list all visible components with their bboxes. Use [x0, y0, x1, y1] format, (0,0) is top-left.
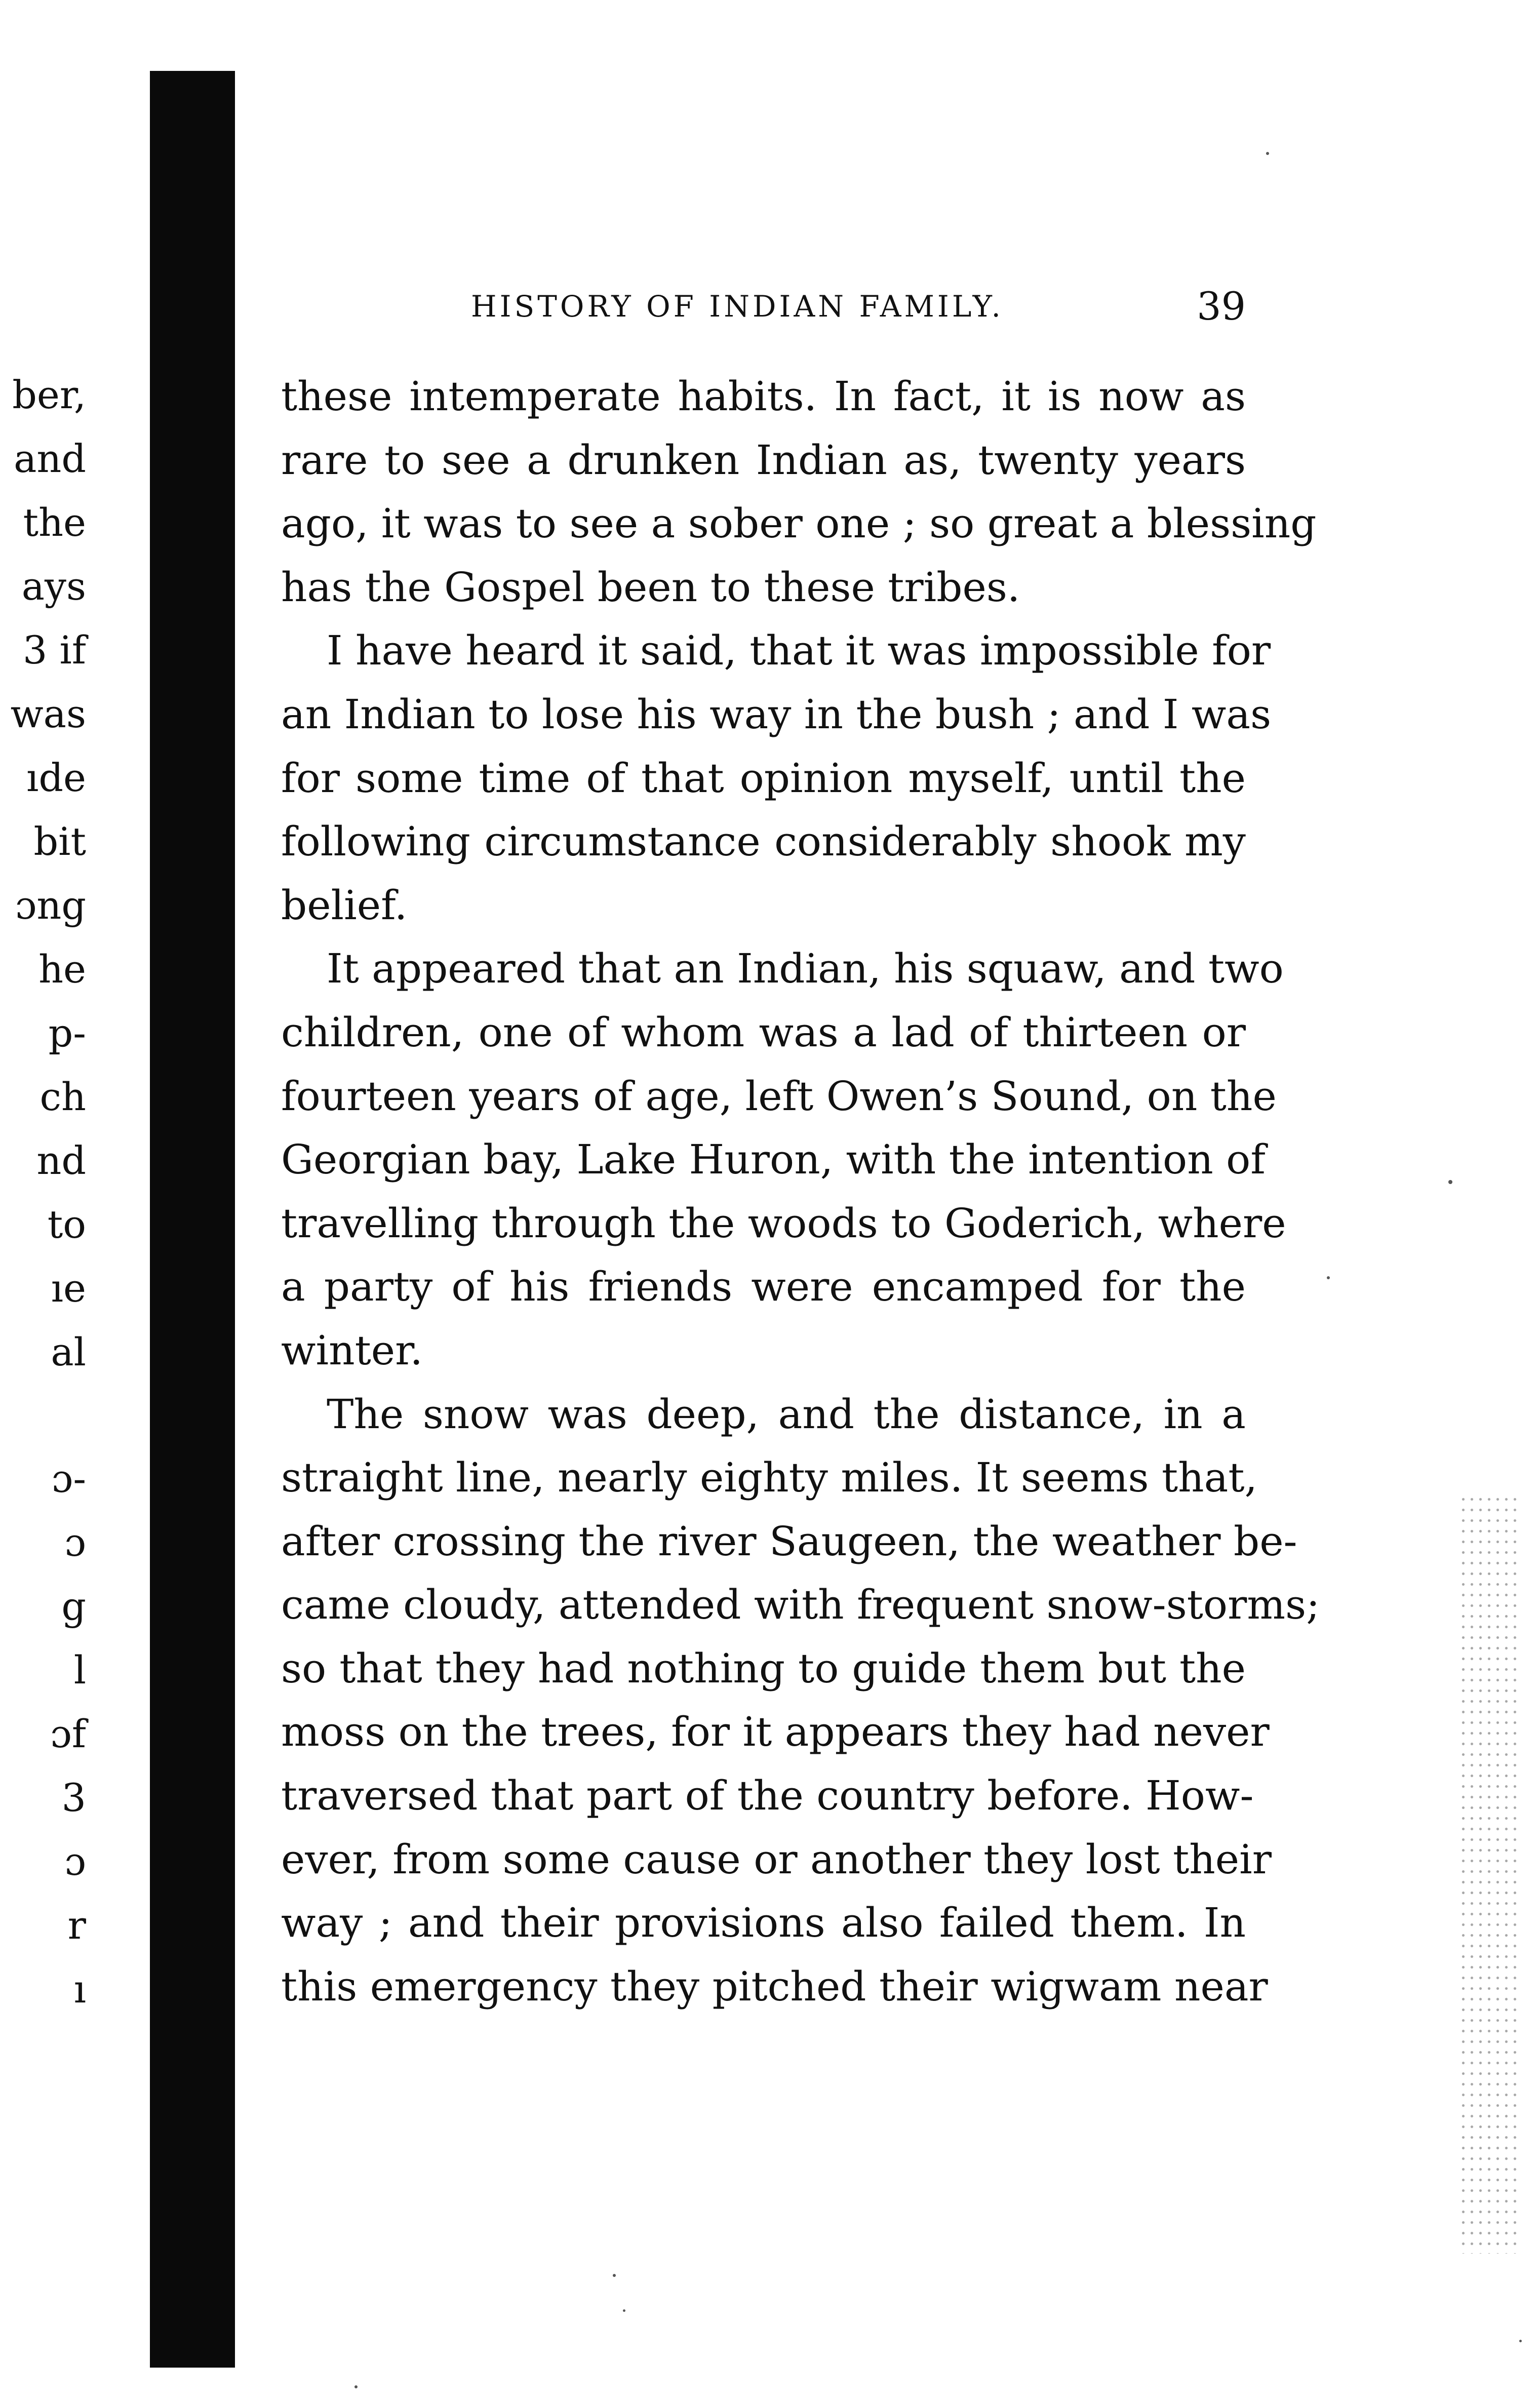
scan-speck [1519, 2340, 1522, 2342]
text-line: Georgian bay, Lake Huron, with the intention of [281, 1136, 1266, 1184]
facing-page-fragments [0, 365, 101, 2036]
fragment: ɔ [64, 1520, 86, 1565]
text-line: so that they had nothing to guide them but the [281, 1644, 1246, 1692]
fragment: 3 [61, 1775, 86, 1820]
fragment: ch [40, 1074, 86, 1119]
fragment: r [67, 1903, 86, 1948]
fragment: 3 if [23, 627, 86, 673]
fragment: ı [73, 1967, 86, 2012]
fragment: p- [48, 1010, 86, 1055]
text-line: a party of his friends were encamped for the [281, 1263, 1246, 1311]
fragment: ays [21, 564, 86, 609]
text-line: ago, it was to see a sober one ; so great a blessing [281, 500, 1317, 547]
text-line: for some time of that opinion myself, until the [281, 754, 1246, 802]
text-line: after crossing the river Saugeen, the weather be- [281, 1517, 1297, 1565]
text-line: straight line, nearly eighty miles. It seems that, [281, 1454, 1257, 1502]
text-line: has the Gospel been to these tribes. [281, 563, 1020, 611]
paragraph-start-line: I have heard it said, that it was impossible for [327, 627, 1271, 675]
fragment: he [38, 947, 86, 992]
text-line: belief. [281, 881, 408, 929]
text-line: rare to see a drunken Indian as, twenty years [281, 436, 1246, 484]
fragment: the [23, 500, 86, 545]
text-line: came cloudy, attended with frequent snow-storms; [281, 1581, 1320, 1629]
scan-speck [623, 2309, 625, 2312]
fragment: ɔ- [51, 1456, 86, 1501]
paragraph-start-line: The snow was deep, and the distance, in a [327, 1390, 1246, 1438]
page-number: 39 [1197, 284, 1246, 329]
text-line: fourteen years of age, left Owen’s Sound, on the [281, 1072, 1277, 1120]
fragment: ber, [12, 372, 86, 417]
body-text [281, 365, 1320, 2018]
scan-speck [1266, 152, 1269, 155]
fragment: ɔ [64, 1839, 86, 1884]
text-line: an Indian to lose his way in the bush ; and I was [281, 690, 1272, 738]
fragment: was [10, 691, 86, 736]
text-line: children, one of whom was a lad of thirteen or [281, 1008, 1246, 1056]
text-line: moss on the trees, for it appears they had never [281, 1708, 1270, 1756]
text-line: winter. [281, 1326, 423, 1374]
text-line: this emergency they pitched their wigwam near [281, 1962, 1268, 2010]
binding-gutter-shadow [150, 71, 235, 2368]
fragment: nd [36, 1138, 86, 1183]
fragment: bit [33, 819, 86, 864]
scan-speck [613, 2274, 616, 2277]
text-line: way ; and their provisions also failed them. In [281, 1899, 1246, 1947]
running-header [471, 279, 1246, 334]
fragment: g [61, 1584, 86, 1629]
text-line: these intemperate habits. In fact, it is now as [281, 373, 1246, 420]
text-line: travelling through the woods to Goderich, where [281, 1199, 1286, 1247]
fragment: ɔng [15, 883, 86, 928]
fragment: l [73, 1647, 86, 1693]
header-title: HISTORY OF INDIAN FAMILY. [471, 289, 1004, 324]
scan-speck [1448, 1180, 1452, 1184]
scan-noise-right-edge [1459, 1494, 1520, 2254]
fragment: to [47, 1202, 86, 1247]
fragment: ɔf [50, 1711, 86, 1756]
fragment: and [14, 436, 86, 481]
scan-speck [354, 2385, 358, 2388]
paragraph-start-line: It appeared that an Indian, his squaw, and two [327, 945, 1284, 993]
text-line: traversed that part of the country before. How- [281, 1772, 1254, 1820]
text-line: following circumstance considerably shook my [281, 818, 1246, 866]
text-line: ever, from some cause or another they lost their [281, 1835, 1272, 1883]
scan-speck [1327, 1276, 1330, 1279]
fragment: ıe [51, 1266, 86, 1311]
fragment: ıde [26, 755, 86, 800]
fragment: al [51, 1329, 86, 1374]
